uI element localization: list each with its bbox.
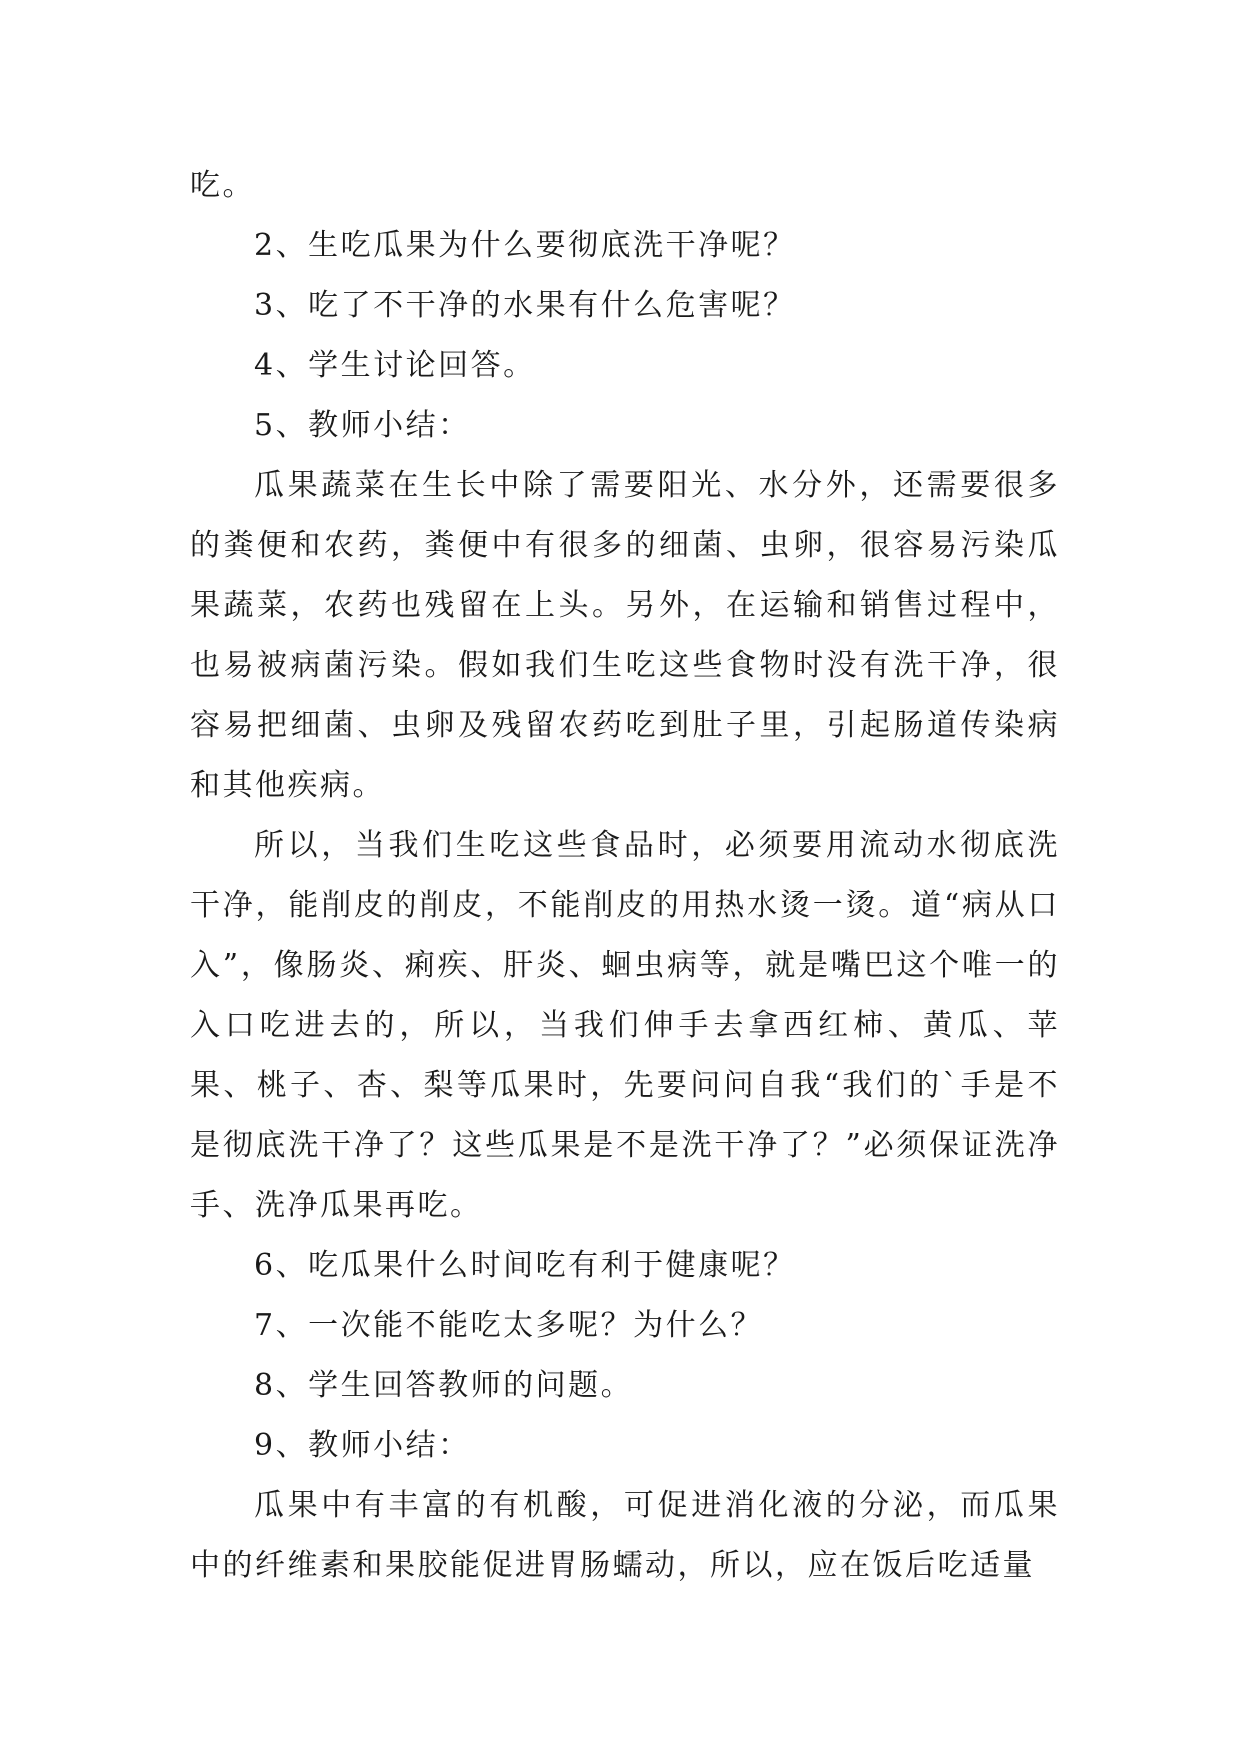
paragraph-step-9-heading: 9、教师小结： xyxy=(254,1428,471,1463)
paragraph-summary-washing: 所以，当我们生吃这些食品时，必须要用流动水彻底洗干净，能削皮的削皮，不能削皮的用热水烫一烫。道“病从口入”，像肠炎、痢疾、肝炎、蛔虫病等，就是嘴巴这个唯一的入口吃进去的，所以，当我们伸手去拿西红柿、黄瓜、苹果、桃子、杏、梨等瓜果时，先要问问自我“我们的`手是不是彻底洗干净了？这些瓜果是不是洗干净了？”必须保证洗净手、洗净瓜果再吃。 xyxy=(190,828,1060,1223)
paragraph-step-8: 8、学生回答教师的问题。 xyxy=(254,1368,634,1403)
paragraph-step-4: 4、学生讨论回答。 xyxy=(254,348,536,383)
paragraph-summary-digestion: 瓜果中有丰富的有机酸，可促进消化液的分泌，而瓜果中的纤维素和果胶能促进胃肠蠕动，所以，应在饭后吃适量 xyxy=(190,1488,1060,1583)
paragraph-question-3: 3、吃了不干净的水果有什么危害呢？ xyxy=(254,288,796,323)
paragraph-question-6: 6、吃瓜果什么时间吃有利于健康呢？ xyxy=(254,1248,796,1283)
paragraph-summary-contamination: 瓜果蔬菜在生长中除了需要阳光、水分外，还需要很多的粪便和农药，粪便中有很多的细菌、虫卵，很容易污染瓜果蔬菜，农药也残留在上头。另外，在运输和销售过程中，也易被病菌污染。假如我们生吃这些食物时没有洗干净，很容易把细菌、虫卵及残留农药吃到肚子里，引起肠道传染病和其他疾病。 xyxy=(190,468,1060,803)
paragraph-step-5-heading: 5、教师小结： xyxy=(254,408,471,443)
paragraph-question-2: 2、生吃瓜果为什么要彻底洗干净呢？ xyxy=(254,228,796,263)
paragraph-continuation: 吃。 xyxy=(190,168,255,203)
document-body xyxy=(190,156,1060,1596)
paragraph-question-7: 7、一次能不能吃太多呢？为什么？ xyxy=(254,1308,764,1343)
